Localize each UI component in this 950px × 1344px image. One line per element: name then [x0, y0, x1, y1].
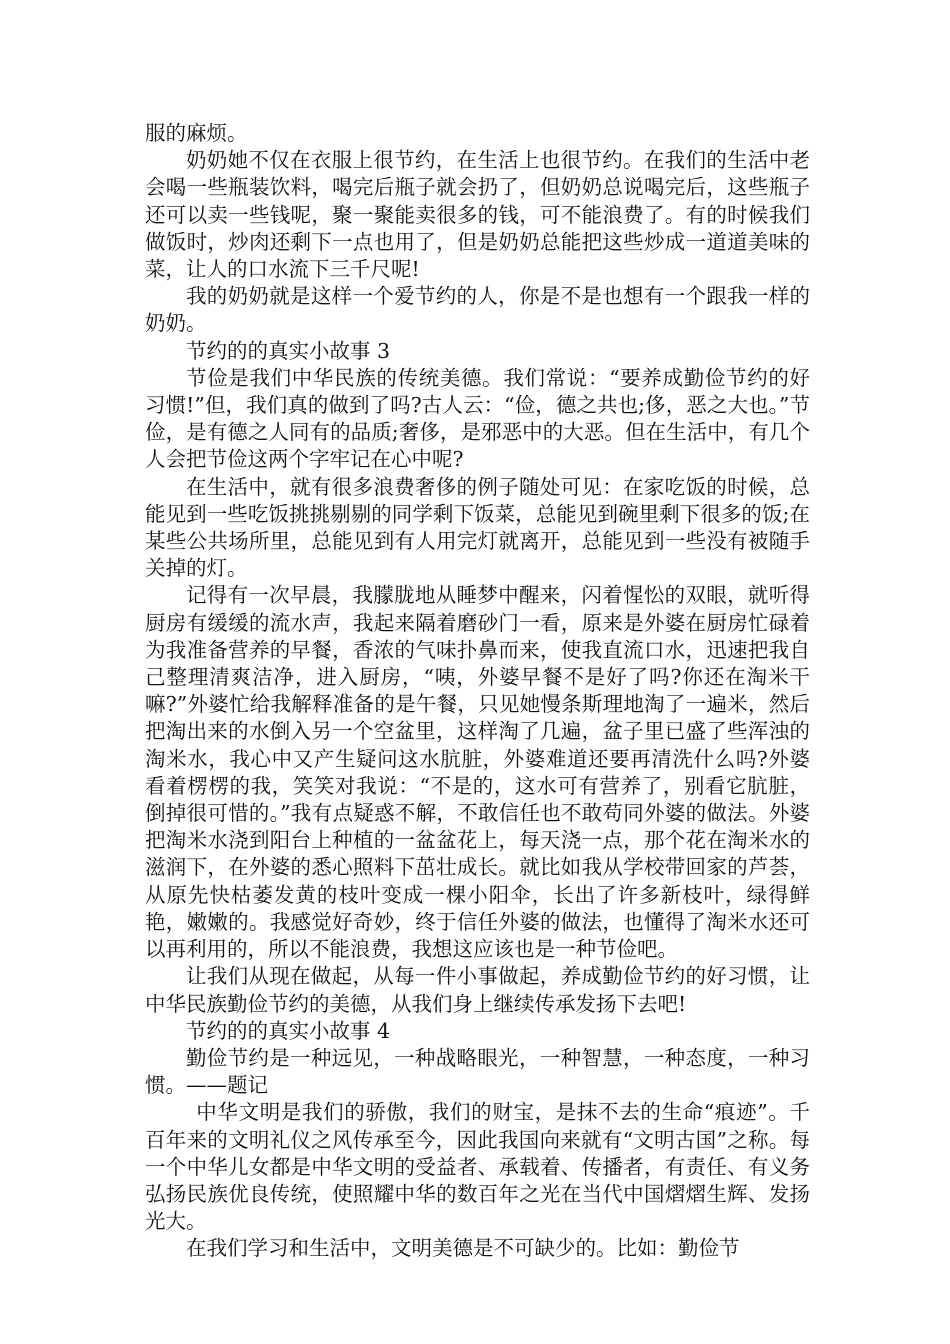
story-heading-3: 节约的的真实小故事 3	[186, 338, 391, 363]
story-heading-4: 节约的的真实小故事 4	[186, 1018, 391, 1043]
document-page	[145, 120, 810, 1263]
paragraph-call-to-action: 让我们从现在做起，从每一件小事做起，养成勤俭节约的好习惯，让中华民族勤俭节约的美德，从我们身上继续传承发扬下去吧!	[145, 964, 810, 1016]
paragraph-grandma-conclusion: 我的奶奶就是这样一个爱节约的人，你是不是也想有一个跟我一样的奶奶。	[145, 284, 810, 336]
paragraph-epigraph: 勤俭节约是一种远见，一种战略眼光，一种智慧，一种态度，一种习惯。——题记	[145, 1045, 810, 1098]
paragraph-waste-examples: 在生活中，就有很多浪费奢侈的例子随处可见：在家吃饭的时候，总能见到一些吃饭挑挑剔剔的同学剩下饭菜，总能见到碗里剩下很多的饭;在某些公共场所里，总能见到有人用完灯就离开，总能见到一些没有被随手关掉的灯。	[145, 474, 810, 581]
paragraph-grandma-frugal-life: 奶奶她不仅在衣服上很节约，在生活上也很节约。在我们的生活中老会喝一些瓶装饮料，喝完后瓶子就会扔了，但奶奶总说喝完后，这些瓶子还可以卖一些钱呢，聚一聚能卖很多的钱，可不能浪费了。有的时候我们做饭时，炒肉还剩下一点也用了，但是奶奶总能把这些炒成一道道美味的菜，让人的口水流下三千尺呢!	[145, 148, 810, 282]
paragraph-study-life: 在我们学习和生活中，文明美德是不可缺少的。比如：勤俭节	[186, 1236, 740, 1261]
paragraph-continuation: 服的麻烦。	[145, 121, 248, 145]
paragraph-chinese-civilization: 中华文明是我们的骄傲，我们的财宝，是抹不去的生命“痕迹”。千百年来的文明礼仪之风传承至今，因此我国向来就有“文明古国”之称。每一个中华儿女都是中华文明的受益者、承载着、传播者，有责任、有义务弘扬民族优良传统，使照耀中华的数百年之光在当代中国熠熠生辉、发扬光大。	[145, 1100, 810, 1234]
paragraph-rice-water-story: 记得有一次早晨，我朦胧地从睡梦中醒来，闪着惺忪的双眼，就听得厨房有缓缓的流水声，我起来隔着磨砂门一看，原来是外婆在厨房忙碌着为我准备营养的早餐，香浓的气味扑鼻而来，使我直流口水，迅速把我自己整理清爽洁净，进入厨房，“咦，外婆早餐不是好了吗?你还在淘米干嘛?”外婆忙给我解释准备的是午餐，只见她慢条斯理地淘了一遍米，然后把淘出来的水倒入另一个空盆里，这样淘了几遍，盆子里已盛了些浑浊的淘米水，我心中又产生疑问这水肮脏，外婆难道还要再清洗什么吗?外婆看着楞楞的我，笑笑对我说：“不是的，这水可有营养了，别看它肮脏，倒掉很可惜的。”我有点疑惑不解，不敢信任也不敢苟同外婆的做法。外婆把淘米水浇到阳台上种植的一盆盆花上，每天浇一点，那个花在淘米水的滋润下，在外婆的悉心照料下茁壮成长。就比如我从学校带回家的芦荟，从原先快枯萎发黄的枝叶变成一棵小阳伞，长出了许多新枝叶，绿得鲜艳，嫩嫩的。我感觉好奇妙，终于信任外婆的做法，也懂得了淘米水还可以再利用的，所以不能浪费，我想这应该也是一种节俭吧。	[145, 583, 810, 962]
paragraph-thrift-virtue: 节俭是我们中华民族的传统美德。我们常说：“要养成勤俭节约的好习惯!”但，我们真的做到了吗?古人云：“俭，德之共也;侈，恶之大也。”节俭，是有德之人同有的品质;奢侈，是邪恶中的大恶。但在生活中，有几个人会把节俭这两个字牢记在心中呢?	[145, 365, 810, 472]
